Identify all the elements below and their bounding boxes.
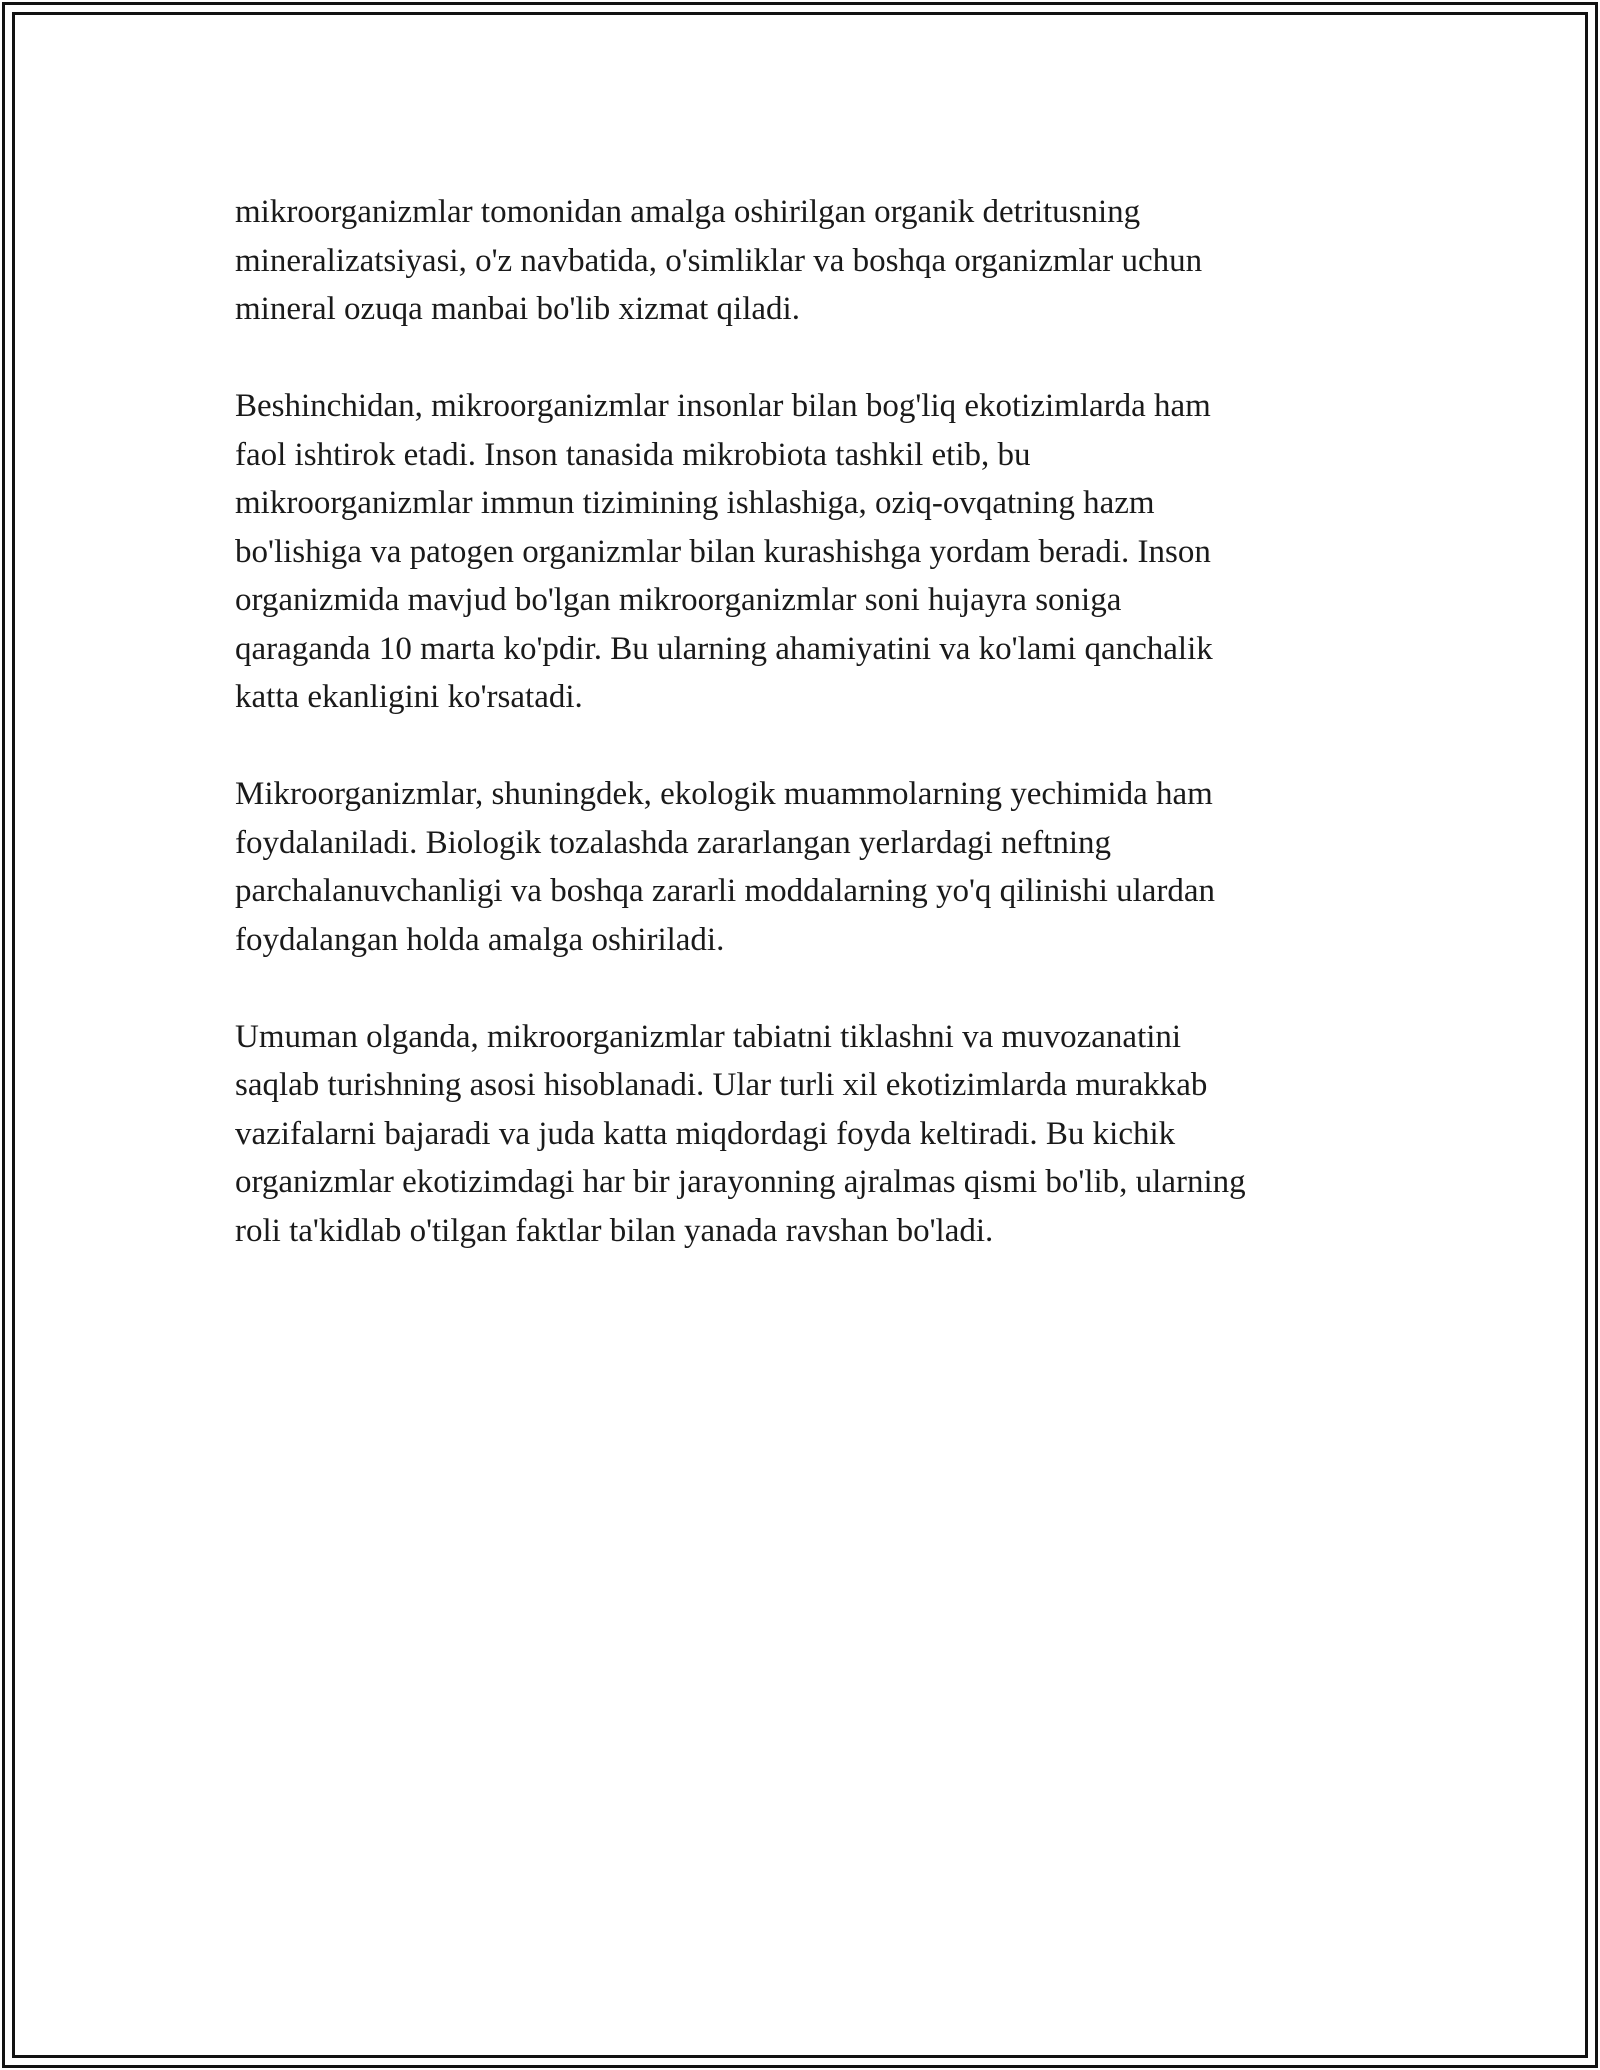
text-line: bo'lishiga va patogen organizmlar bilan kurashishga yordam beradi. Inson: [235, 533, 1211, 570]
paragraph-4: [235, 1013, 1365, 1256]
text-line: foydalaniladi. Biologik tozalashda zararlangan yerlardagi neftning: [235, 824, 1111, 861]
text-line: katta ekanligini ko'rsatadi.: [235, 679, 583, 715]
text-line: roli ta'kidlab o'tilgan faktlar bilan yanada ravshan bo'ladi.: [235, 1212, 994, 1249]
paragraph-1: [235, 188, 1365, 334]
text-line: Beshinchidan, mikroorganizmlar insonlar bilan bog'liq ekotizimlarda ham: [235, 388, 1211, 424]
paragraph-2: [235, 382, 1365, 722]
text-line: organizmida mavjud bo'lgan mikroorganizmlar soni hujayra soniga: [235, 582, 1122, 618]
text-line: foydalangan holda amalga oshiriladi.: [235, 921, 725, 958]
text-line: Mikroorganizmlar, shuningdek, ekologik muammolarning yechimida ham: [235, 776, 1213, 812]
text-line: saqlab turishning asosi hisoblanadi. Ular turli xil ekotizimlarda murakkab: [235, 1067, 1208, 1103]
text-line: parchalanuvchanligi va boshqa zararli moddalarning yo'q qilinishi ulardan: [235, 873, 1216, 909]
text-line: faol ishtirok etadi. Inson tanasida mikrobiota tashkil etib, bu: [235, 436, 1031, 473]
text-line: qaraganda 10 marta ko'pdir. Bu ularning ahamiyatini va ko'lami qanchalik: [235, 630, 1213, 667]
text-line: mikroorganizmlar tomonidan amalga oshirilgan organik detritusning: [235, 194, 1141, 230]
text-line: Umuman olganda, mikroorganizmlar tabiatni tiklashni va muvozanatini: [235, 1018, 1182, 1055]
text-line: mineralizatsiyasi, o'z navbatida, o'simliklar va boshqa organizmlar uchun: [235, 242, 1203, 279]
text-line: mineral ozuqa manbai bo'lib xizmat qiladi.: [235, 291, 800, 327]
text-line: organizmlar ekotizimdagi har bir jarayonning ajralmas qismi bo'lib, ularning: [235, 1164, 1246, 1200]
document-body: [235, 188, 1365, 1304]
text-line: vazifalarni bajaradi va juda katta miqdordagi foyda keltiradi. Bu kichik: [235, 1115, 1176, 1152]
paragraph-3: [235, 770, 1365, 964]
text-line: mikroorganizmlar immun tizimining ishlashiga, oziq-ovqatning hazm: [235, 485, 1155, 521]
